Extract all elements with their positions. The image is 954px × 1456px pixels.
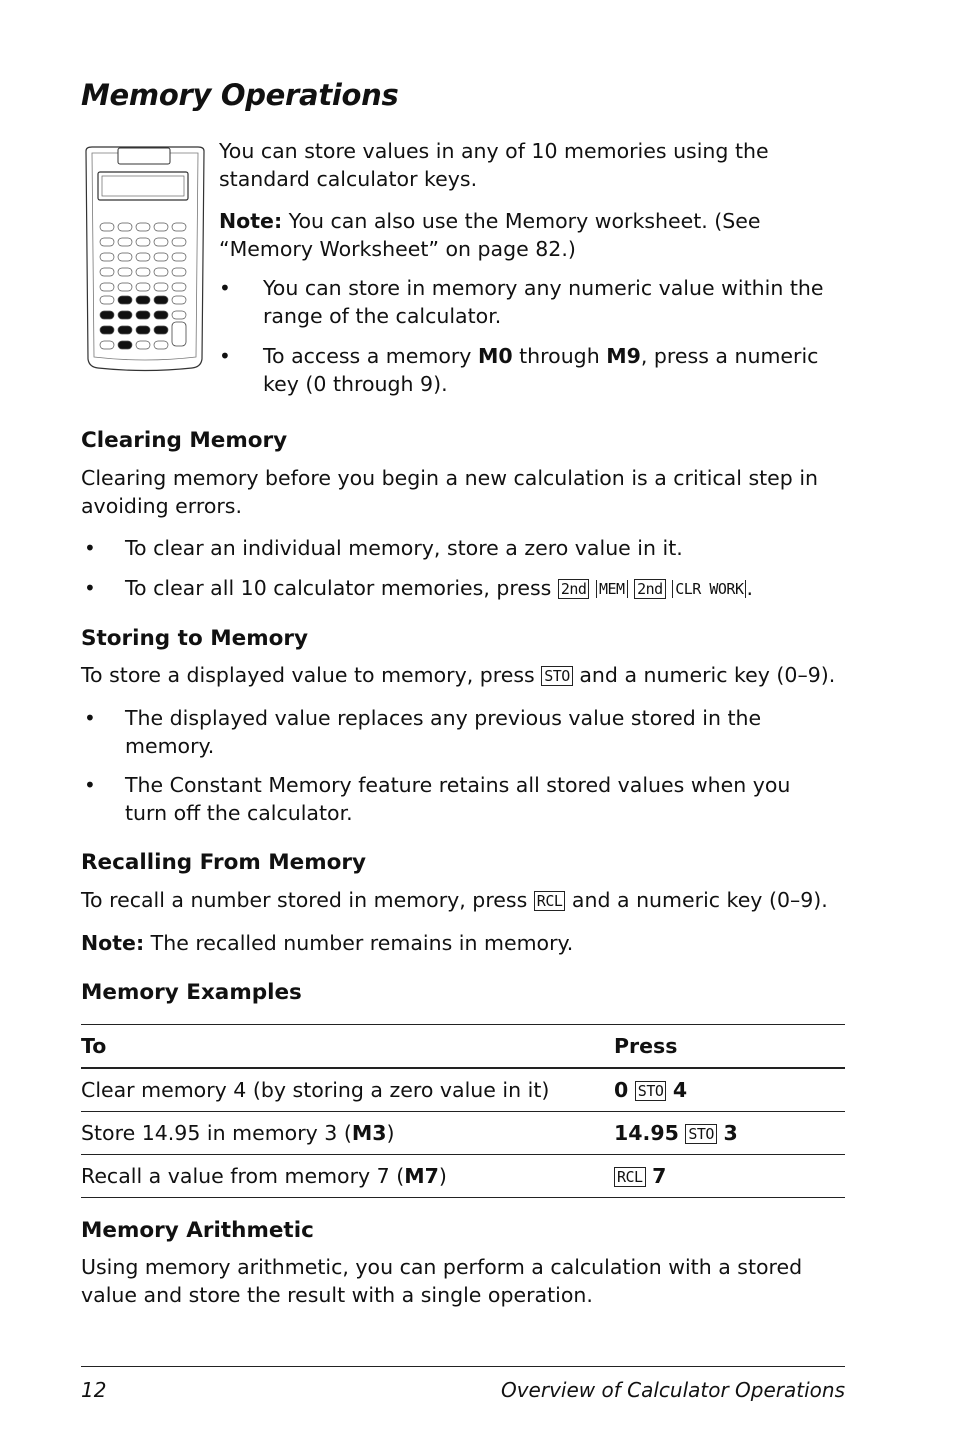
calculator-key [172,296,186,304]
bullet-text: , press a numeric key (0 through 9). [263,344,819,396]
recalling-paragraph [81,886,851,914]
memory-examples-table [81,1024,845,1198]
key-rcl: RCL [534,891,566,911]
cell-text: ) [386,1121,395,1145]
page-title: Memory Operations [81,78,399,112]
note-label: Note: [219,209,283,233]
calculator-key [172,253,186,261]
note-label: Note: [81,931,145,955]
key-mem: MEM [596,580,628,598]
calculator-key [172,223,186,231]
memory-label: M3 [351,1121,387,1145]
key-2nd: 2nd [634,579,666,599]
calculator-key [100,283,114,291]
memory-m9: M9 [606,344,641,368]
key-sto: STO [635,1081,667,1101]
arithmetic-paragraph: Using memory arithmetic, you can perform a calculation with a stored value and store the result with a single operation. [81,1255,803,1307]
calculator-key [172,268,186,276]
calculator-key [100,268,114,276]
memory-m0: M0 [477,344,513,368]
memory-label: M7 [404,1164,439,1188]
recalling-text: and a numeric key (0–9). [565,888,828,912]
clearing-bullet: To clear an individual memory, store a zero value in it. [125,536,683,560]
bullet-icon: • [84,576,96,600]
calculator-key [154,223,168,231]
footer-divider [81,1366,845,1367]
calculator-key [136,296,150,304]
intro-note [219,207,839,263]
calculator-key [118,326,132,334]
calculator-key [136,311,150,319]
table-row [81,1112,845,1155]
press-value: 3 [723,1121,738,1145]
calculator-key [100,341,114,349]
table-header-row [81,1025,845,1069]
bullet-text: . [746,576,754,600]
cell-press [614,1068,845,1112]
press-value: 14.95 [614,1121,679,1145]
press-value: 7 [652,1164,667,1188]
cell-text: Recall a value from memory 7 ( [81,1164,405,1188]
calculator-key [154,268,168,276]
intro-paragraph: You can store values in any of 10 memories using the standard calculator keys. [219,139,769,191]
key-clr-work: CLR WORK [672,580,746,598]
calculator-key [154,341,168,349]
storing-text: and a numeric key (0–9). [572,663,836,687]
calculator-key [118,283,132,291]
bullet-icon: • [84,773,96,797]
calculator-key [136,341,150,349]
press-value: 0 [614,1078,629,1102]
intro-bullet [263,342,843,398]
calculator-key [136,283,150,291]
recalling-note [81,929,845,957]
calculator-key [172,311,186,319]
key-rcl: RCL [614,1167,646,1187]
cell-text: Clear memory 4 (by storing a zero value in it) [81,1078,550,1102]
cell-to [81,1112,614,1155]
calculator-key [100,296,114,304]
calculator-key [118,341,132,349]
key-sto: STO [685,1124,717,1144]
press-value: 4 [672,1078,688,1102]
page-number: 12 [81,1378,107,1402]
intro-bullet: You can store in memory any numeric value within the range of the calculator. [263,276,824,328]
recalling-text: To recall a number stored in memory, press [81,888,534,912]
calculator-key [100,238,114,246]
calculator-key [136,238,150,246]
clearing-memory-heading: Clearing Memory [81,428,288,453]
clearing-paragraph: Clearing memory before you begin a new calculation is a critical step in avoiding errors. [81,466,819,518]
calculator-key [154,311,168,319]
calculator-key [154,296,168,304]
footer-section-title: Overview of Calculator Operations [500,1378,845,1402]
memory-arithmetic-heading: Memory Arithmetic [81,1218,314,1243]
calculator-illustration [84,145,206,373]
key-2nd: 2nd [558,579,590,599]
calculator-key [154,283,168,291]
calculator-key [136,223,150,231]
calculator-key [172,283,186,291]
calculator-key [172,238,186,246]
storing-memory-heading: Storing to Memory [81,626,308,651]
storing-bullet: The Constant Memory feature retains all stored values when you turn off the calculator. [125,773,791,825]
table-row [81,1155,845,1198]
storing-paragraph [81,661,851,689]
column-header-to: To [81,1025,614,1069]
calculator-key [118,311,132,319]
calculator-key [154,238,168,246]
calculator-key [100,253,114,261]
bullet-text: through [512,344,607,368]
calculator-key [118,223,132,231]
table-row [81,1068,845,1112]
bullet-icon: • [219,344,231,368]
memory-examples-heading: Memory Examples [81,980,302,1005]
calculator-key [154,326,168,334]
calculator-key [118,268,132,276]
calculator-key [154,253,168,261]
calculator-key [136,253,150,261]
cell-to [81,1155,614,1198]
bullet-text: To access a memory [263,344,478,368]
calculator-key [118,253,132,261]
calculator-key [100,311,114,319]
clearing-bullet [125,574,845,602]
bullet-icon: • [84,536,96,560]
note-text: You can also use the Memory worksheet. (See “Memory Worksheet” on page 82.) [219,209,761,261]
cell-press [614,1112,845,1155]
bullet-text: To clear all 10 calculator memories, press [125,576,558,600]
calculator-key [100,326,114,334]
cell-text: ) [438,1164,447,1188]
calculator-key [118,238,132,246]
column-header-press: Press [614,1025,845,1069]
cell-to [81,1068,614,1112]
calculator-key [172,322,186,346]
calculator-key [118,296,132,304]
cell-press [614,1155,845,1198]
bullet-icon: • [219,276,231,300]
calculator-key [100,223,114,231]
key-sto: STO [541,666,573,686]
recalling-memory-heading: Recalling From Memory [81,850,367,875]
calculator-key [136,326,150,334]
bullet-icon: • [84,706,96,730]
storing-text: To store a displayed value to memory, press [81,663,542,687]
calculator-key [136,268,150,276]
note-text: The recalled number remains in memory. [144,931,574,955]
storing-bullet: The displayed value replaces any previous value stored in the memory. [125,706,762,758]
cell-text: Store 14.95 in memory 3 ( [81,1121,352,1145]
